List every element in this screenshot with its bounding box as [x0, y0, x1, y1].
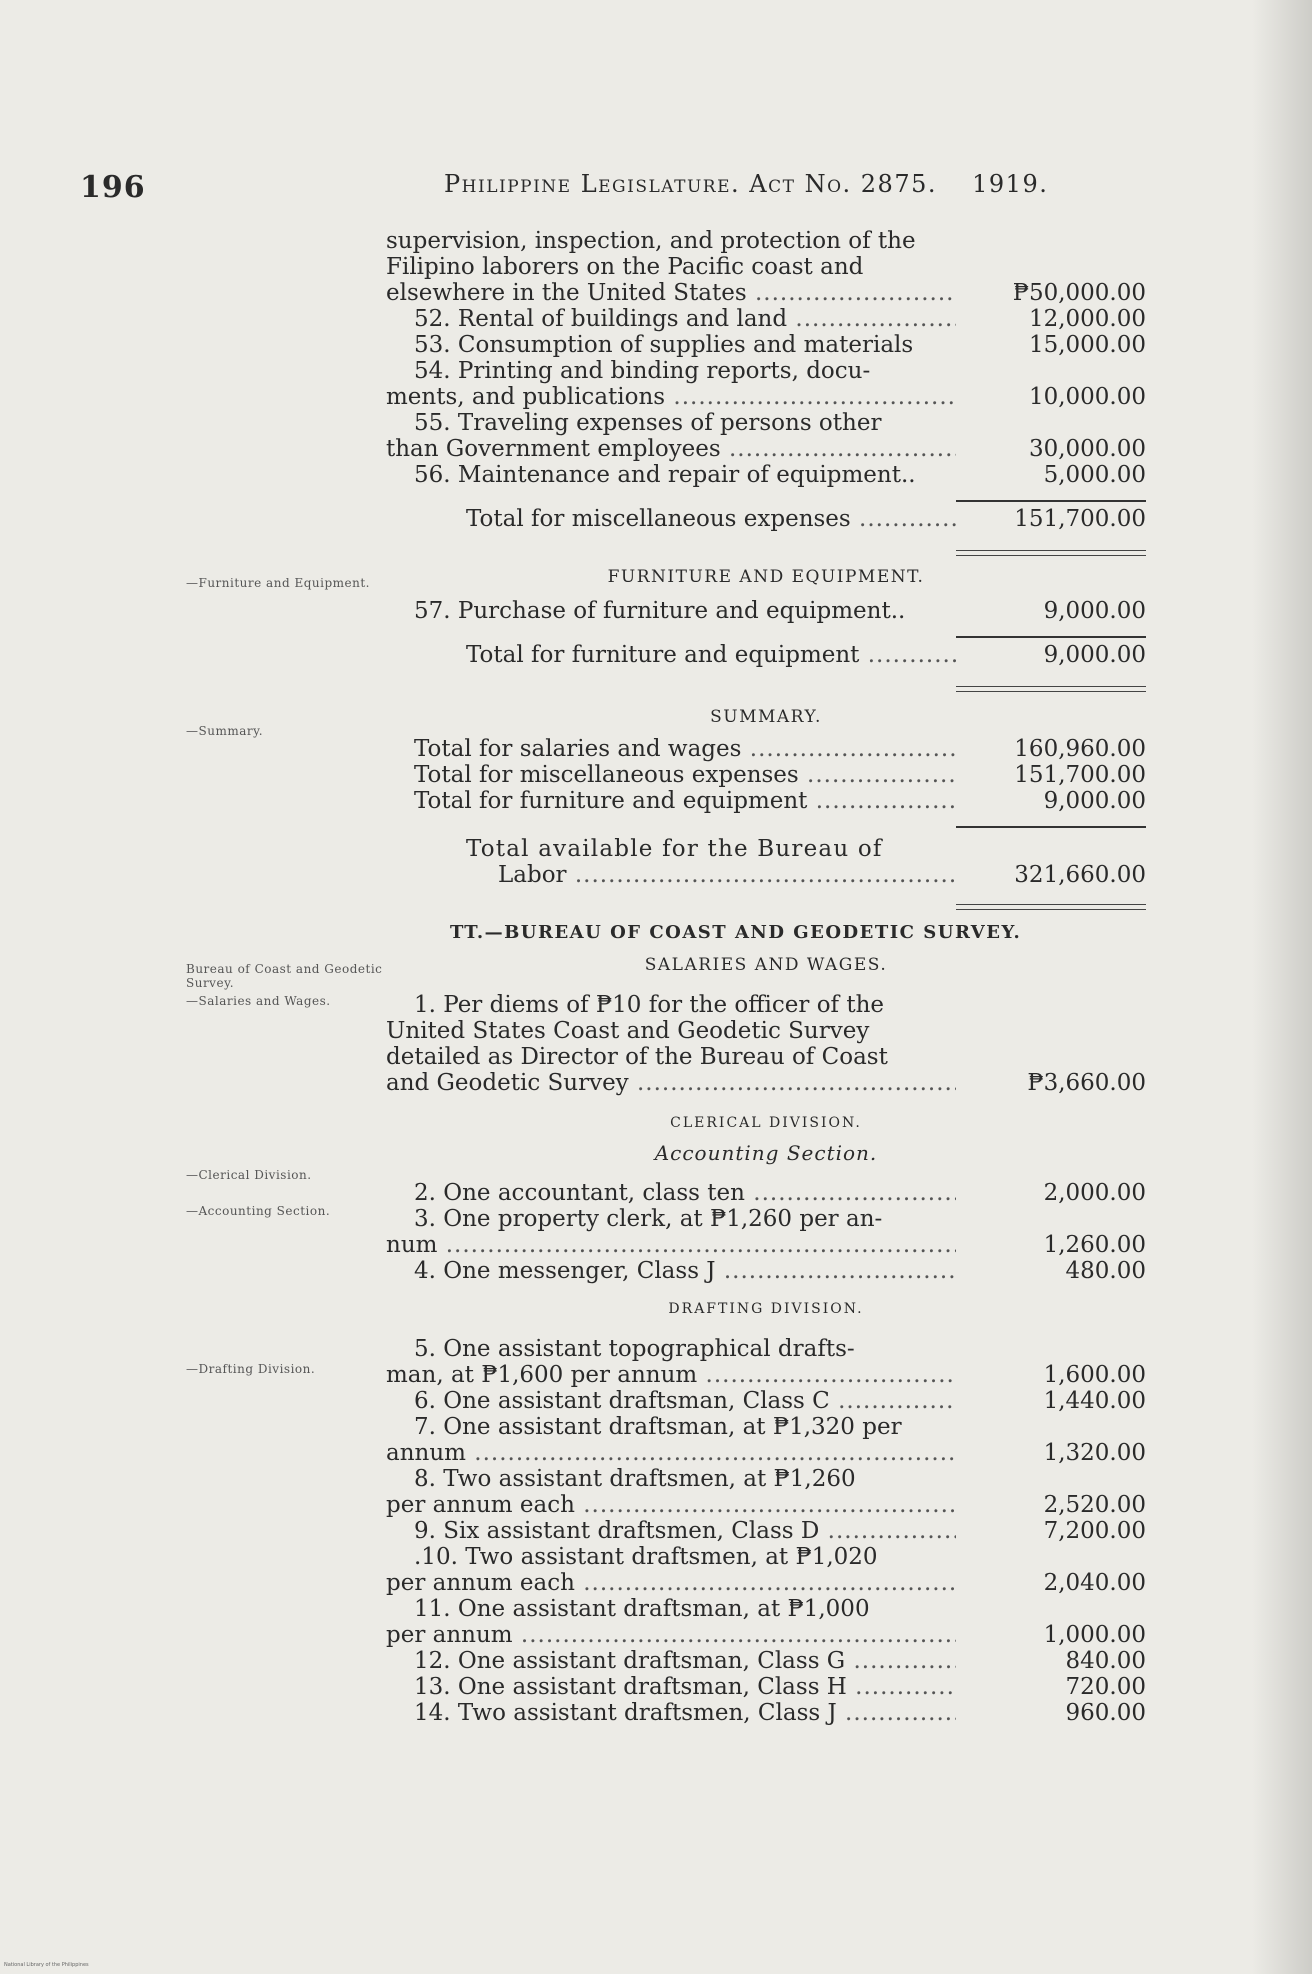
total-label: Total for furniture and equipment ..... — [466, 642, 956, 668]
double-rule — [956, 904, 1146, 910]
total-misc-block — [386, 488, 1146, 540]
line-item-row — [386, 1180, 1146, 1206]
line-item-row — [386, 462, 1146, 488]
spacer — [386, 892, 1146, 912]
line-item-row — [386, 384, 1146, 410]
line-item-row — [386, 1206, 1146, 1232]
line-item-row — [386, 1674, 1146, 1700]
summary-heading: SUMMARY. — [710, 707, 822, 727]
line-item-row — [386, 1388, 1146, 1414]
margin-note-accounting: —Accounting Section. — [186, 1204, 331, 1218]
line-item-amount: 720.00 — [1065, 1674, 1146, 1700]
line-item-row — [386, 992, 1146, 1018]
line-item-row — [386, 1044, 1146, 1070]
line-item-row — [386, 1622, 1146, 1648]
line-item-row — [386, 254, 1146, 280]
grand-total-label: Total available for the Bureau of — [466, 836, 883, 862]
line-item-row — [386, 410, 1146, 436]
line-item-text: 56. Maintenance and repair of equipment.. — [414, 462, 916, 488]
line-item-row — [386, 1544, 1146, 1570]
line-item-text: 4. One messenger, Class J ..... — [414, 1258, 956, 1284]
line-item-amount: 30,000.00 — [1028, 436, 1146, 462]
margin-note-furniture: —Furniture and Equipment. — [186, 576, 370, 590]
line-item-amount: 15,000.00 — [1028, 332, 1146, 358]
line-item-text: 11. One assistant draftsman, at ₱1,000 — [414, 1596, 870, 1622]
line-item-amount: 960.00 — [1065, 1700, 1146, 1726]
line-item-row — [386, 228, 1146, 254]
summary-amount: 9,000.00 — [1043, 788, 1146, 814]
grand-total-block — [386, 814, 1146, 892]
line-item-text: 3. One property clerk, at ₱1,260 per an- — [414, 1206, 883, 1232]
line-item-row — [386, 1648, 1146, 1674]
line-item-text: num ..... — [386, 1232, 956, 1258]
item-text: 57. Purchase of furniture and equipment.. — [414, 598, 906, 624]
clerical-items — [386, 1180, 1146, 1284]
act-number: Act No. 2875. — [749, 170, 937, 198]
line-item-text: 6. One assistant draftsman, Class C ..... — [414, 1388, 956, 1414]
line-item-row — [386, 1018, 1146, 1044]
summary-text: Total for salaries and wages ..... — [414, 736, 956, 762]
total-amount: 151,700.00 — [1014, 506, 1146, 532]
summary-text: Total for furniture and equipment ..... — [414, 788, 956, 814]
accounting-heading: Accounting Section. — [654, 1141, 878, 1165]
line-item-amount: 2,000.00 — [1043, 1180, 1146, 1206]
running-head — [444, 170, 1094, 198]
line-item-text: than Government employees ..... — [386, 436, 956, 462]
page-number: 196 — [80, 170, 146, 205]
line-item-text: 53. Consumption of supplies and materials — [414, 332, 914, 358]
furniture-item-row — [386, 598, 1146, 624]
line-item-text: per annum each ..... — [386, 1570, 956, 1596]
line-item-text: 12. One assistant draftsman, Class G ..... — [414, 1648, 956, 1674]
line-item-text: 13. One assistant draftsman, Class H ..... — [414, 1674, 956, 1700]
rule — [956, 500, 1146, 502]
furniture-heading: FURNITURE AND EQUIPMENT. — [607, 567, 925, 587]
line-item-text: and Geodetic Survey ..... — [386, 1070, 956, 1096]
line-item-text: 14. Two assistant draftsmen, Class J ..... — [414, 1700, 956, 1726]
summary-text: Total for miscellaneous expenses ..... — [414, 762, 956, 788]
line-item-row — [386, 1414, 1146, 1440]
line-item-row — [386, 1596, 1146, 1622]
drafting-items — [386, 1336, 1146, 1726]
line-item-text: .10. Two assistant draftsmen, at ₱1,020 — [414, 1544, 878, 1570]
drafting-heading: DRAFTING DIVISION. — [668, 1301, 864, 1317]
summary-row — [386, 736, 1146, 762]
total-label: Total for miscellaneous expenses ..... — [466, 506, 956, 532]
footer-credit: National Library of the Philippines — [4, 1962, 89, 1968]
margin-note-drafting: —Drafting Division. — [186, 1362, 316, 1376]
summary-amount: 151,700.00 — [1014, 762, 1146, 788]
item-amount: 9,000.00 — [1043, 598, 1146, 624]
coast-items — [386, 992, 1146, 1096]
line-item-text: 55. Traveling expenses of persons other — [414, 410, 882, 436]
rule — [956, 636, 1146, 638]
line-item-text: 54. Printing and binding reports, docu- — [414, 358, 871, 384]
misc-items — [386, 228, 1146, 488]
margin-note-clerical: —Clerical Division. — [186, 1168, 312, 1182]
line-item-text: supervision, inspection, and protection of the — [386, 228, 916, 254]
line-item-row — [386, 306, 1146, 332]
line-item-row — [386, 358, 1146, 384]
line-item-text: per annum ..... — [386, 1622, 956, 1648]
line-item-amount: ₱3,660.00 — [1027, 1070, 1146, 1096]
line-item-text: 8. Two assistant draftsmen, at ₱1,260 — [414, 1466, 856, 1492]
line-item-row — [386, 1440, 1146, 1466]
summary-row — [386, 762, 1146, 788]
line-item-amount: 1,440.00 — [1043, 1388, 1146, 1414]
grand-total-amount: 321,660.00 — [1014, 862, 1146, 888]
total-furniture-row — [386, 642, 1146, 668]
summary-rows — [386, 736, 1146, 814]
line-item-amount: 840.00 — [1065, 1648, 1146, 1674]
line-item-row — [386, 1518, 1146, 1544]
line-item-row — [386, 280, 1146, 306]
line-item-amount: 2,520.00 — [1043, 1492, 1146, 1518]
rule — [956, 826, 1146, 828]
line-item-row — [386, 1362, 1146, 1388]
grand-total-label-2: Labor ..... — [498, 862, 956, 888]
clerical-heading: CLERICAL DIVISION. — [670, 1115, 862, 1131]
line-item-amount: 7,200.00 — [1043, 1518, 1146, 1544]
double-rule — [956, 686, 1146, 692]
page-edge-shadow — [1252, 0, 1312, 1974]
line-item-text: per annum each ..... — [386, 1492, 956, 1518]
coast-salaries-heading: SALARIES AND WAGES. — [644, 955, 888, 975]
line-item-row — [386, 1232, 1146, 1258]
line-item-text: 9. Six assistant draftsmen, Class D ..... — [414, 1518, 956, 1544]
running-title: Philippine Legislature. — [444, 170, 741, 198]
spacer — [386, 540, 1146, 558]
line-item-row — [386, 332, 1146, 358]
line-item-text: 1. Per diems of ₱10 for the officer of the — [414, 992, 885, 1018]
line-item-text: United States Coast and Geodetic Survey — [386, 1018, 870, 1044]
total-misc-row — [386, 506, 1146, 532]
margin-note-coast-salaries: —Salaries and Wages. — [186, 994, 331, 1008]
line-item-amount: 10,000.00 — [1028, 384, 1146, 410]
grand-total-line1 — [386, 836, 1146, 862]
line-item-row — [386, 1070, 1146, 1096]
line-item-amount: 2,040.00 — [1043, 1570, 1146, 1596]
line-item-amount: 480.00 — [1065, 1258, 1146, 1284]
line-item-amount: 1,600.00 — [1043, 1362, 1146, 1388]
line-item-row — [386, 1336, 1146, 1362]
line-item-row — [386, 1258, 1146, 1284]
line-item-text: ments, and publications ..... — [386, 384, 956, 410]
line-item-text: detailed as Director of the Bureau of Coast — [386, 1044, 888, 1070]
line-item-amount: ₱50,000.00 — [1012, 280, 1146, 306]
line-item-row — [386, 1466, 1146, 1492]
line-item-text: 7. One assistant draftsman, at ₱1,320 per — [414, 1414, 902, 1440]
line-item-row — [386, 1570, 1146, 1596]
coast-heading: TT.—BUREAU OF COAST AND GEODETIC SURVEY. — [450, 922, 1022, 943]
line-item-amount: 1,000.00 — [1043, 1622, 1146, 1648]
line-item-text: 52. Rental of buildings and land ..... — [414, 306, 956, 332]
total-furniture-block — [386, 624, 1146, 676]
spacer — [386, 676, 1146, 694]
summary-row — [386, 788, 1146, 814]
margin-note-summary: —Summary. — [186, 724, 264, 738]
line-item-amount: 5,000.00 — [1043, 462, 1146, 488]
double-rule — [956, 550, 1146, 556]
grand-total-line2 — [386, 862, 1146, 888]
line-item-text: 2. One accountant, class ten ..... — [414, 1180, 956, 1206]
main-column — [386, 228, 1146, 1726]
line-item-amount: 1,320.00 — [1043, 1440, 1146, 1466]
line-item-text: elsewhere in the United States ..... — [386, 280, 956, 306]
summary-amount: 160,960.00 — [1014, 736, 1146, 762]
line-item-amount: 1,260.00 — [1043, 1232, 1146, 1258]
line-item-text: Filipino laborers on the Pacific coast and — [386, 254, 864, 280]
year: 1919. — [972, 170, 1049, 198]
line-item-text: annum ..... — [386, 1440, 956, 1466]
line-item-row — [386, 1492, 1146, 1518]
line-item-amount: 12,000.00 — [1028, 306, 1146, 332]
line-item-row — [386, 1700, 1146, 1726]
total-amount: 9,000.00 — [1043, 642, 1146, 668]
line-item-row — [386, 436, 1146, 462]
margin-note-coast: Bureau of Coast and Geodetic Survey. — [186, 962, 383, 990]
line-item-text: man, at ₱1,600 per annum ..... — [386, 1362, 956, 1388]
line-item-text: 5. One assistant topographical drafts- — [414, 1336, 855, 1362]
